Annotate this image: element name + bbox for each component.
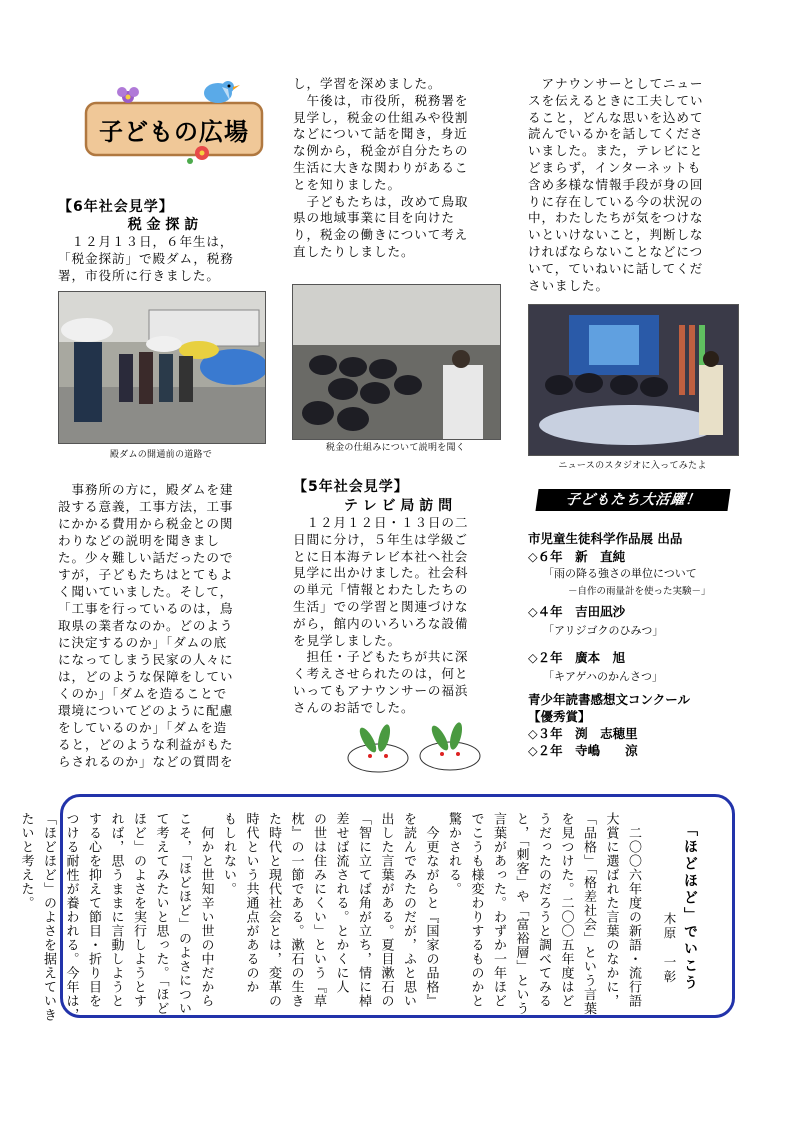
science-entry-work: 「雨の降る強さの単位について (543, 567, 697, 580)
headline-tax: 税 金 探 訪 (127, 217, 199, 233)
photo-dam-road (58, 291, 266, 444)
essay-entry: ◇２年 寺嶋 涼 (528, 743, 638, 758)
science-entry-name: ◇６年 新 直純 (528, 549, 626, 564)
science-entry-3 (528, 648, 768, 684)
science-entry-name: ◇２年 廣本 旭 (528, 650, 626, 665)
essay-award-level: 【優秀賞】 (528, 709, 591, 724)
essay-entry: ◇３年 渕 志穂里 (528, 726, 638, 741)
article6-paragraph-3: し，学習を深めました。 午後は，市役所，税務署を 見学し，税金の仕組みや役割 などについて話を聞き，身近 な例から，税金が自分たちの 生活に大きな関わりがあるこ とを知りました。 子どもたちは，改めて鳥取 県の地域事業に目を向けた り，税金の働きについて考え 直したりしました。 (293, 76, 469, 259)
snow-rabbit-icon (340, 720, 490, 775)
awards-banner-label: 子どもたち大活躍！ (564, 492, 702, 508)
column-author: 木原 一彰 (662, 912, 677, 985)
photo-studio-caption: ニュースのスタジオに入ってみたよ (558, 461, 707, 471)
essay-contest-title: 青少年読書感想文コンクール (528, 692, 691, 707)
photo-news-studio (528, 304, 739, 456)
photo-dam-caption: 殿ダムの開通前の道路で (109, 450, 213, 460)
article6-paragraph-1: １２月１３日，６年生は， 「税金探訪」で殿ダム，税務 署，市役所に行きました。 (58, 234, 234, 283)
article5-paragraph-1: １２月１２日・１３日の二 日間に分け，５年生は学級ご とに日本海テレビ本社へ社会 見学に出かけました。社会科 の単元「情報とわたしたちの 生活」での学習と関連づけな がら，館内のいろいろな設備 を見学しました。 担任・子どもたちが共に深 く考えさせられたのは，何と いってもアナウンサーの福浜 さんのお話でした。 (293, 515, 469, 715)
section-label-5th: 【5年社会見学】 (293, 479, 409, 495)
science-entry-work: 「アリジゴクのひみつ」 (543, 624, 664, 637)
photo-tax-lecture-image (293, 285, 500, 439)
article5-paragraph-2: アナウンサーとしてニュー スを伝えるときに工夫してい ること，どんな思いを込めて 読んでいるかを話してくださ いました。また，テレビにと どまらず，インターネットも 含め多様な情報手段が身の回 りに存在している今の状況の 中，わたしたちが気をつけな いといけないこと，判断しな ければならないことなどにつ いて，ていねいに話してくだ さいました。 (528, 76, 704, 293)
science-entry-1 (528, 547, 768, 602)
science-items (528, 547, 768, 684)
header-logo (80, 75, 270, 170)
science-entry-work: 「キアゲハのかんさつ」 (543, 670, 664, 683)
science-entry-name: ◇４年 吉田凪沙 (528, 604, 626, 619)
science-entry-2 (528, 602, 768, 648)
science-entry-work-sub: －自作の雨量計を使った実験－」 (568, 586, 711, 597)
photo-dam-road-image (59, 292, 265, 443)
headline-tv-station: テ レ ビ 局 訪 問 (343, 498, 453, 514)
photo-news-studio-image (529, 305, 738, 455)
column-body: 二〇〇六年度の新語・流行語 大賞に選ばれた言葉のなかに， 「品格」「格差社会」という言葉 を見つけた。二〇〇五年度はど うだったのだろうと調べてみる と，「刺客」や「富裕層」という 言葉があった。わずか一年ほど でこうも様変わりするものかと 驚かされる。 今更ながらと『国家の品格』 を読んでみたのだが，ふと思い 出した言葉がある。夏目漱石の 「智に立てば角が立ち，情に棹 差せば流される。とかくに人 の世は住みにくい」という『草 枕』の一節である。漱石の生き た時代と現代社会とは，変革の 時代という共通点があるのか もしれない。 何かと世知辛い世の中だから こそ，「ほどほど」のよさについ て考えてみたいと思った。「ほど ほど」のよさを実行しようとす れば，思うままに言動しようと する心を抑えて節目・折り目を つける耐性が養われる。今年は， 「ほどほど」のよさを据えていき たいと考えた。 (18, 812, 641, 1022)
photo-tax-lecture (292, 284, 501, 440)
page-title: 子どもの広場 (99, 118, 249, 146)
section-label-6th: 【6年社会見学】 (58, 199, 174, 215)
column-title: 「ほどほど」でいこう (682, 822, 698, 992)
awards-banner (535, 489, 730, 511)
science-exhibit-title: 市児童生徒科学作品展 出品 (528, 531, 683, 546)
article6-paragraph-2: 事務所の方に，殿ダムを建 設する意義，工事方法，工事 にかかる費用から税金との関 わりなどの説明を聞きまし た。少々難しい話だったので すが，子どもたちはとてもよ く聞いていました。そして， 「工事を行っているのは，鳥 取県の業者なのか。どのよう に決定するのか」「ダムの底 になってしまう民家の人々に は，どのような保障をしてい くのか」「ダムを造ることで 環境についてどのように配慮 をしているのか」「ダムを造 ると，どのような利益がもた らされるのか」などの質問を (58, 482, 234, 769)
photo-tax-caption: 税金の仕組みについて説明を聞く (325, 443, 466, 453)
